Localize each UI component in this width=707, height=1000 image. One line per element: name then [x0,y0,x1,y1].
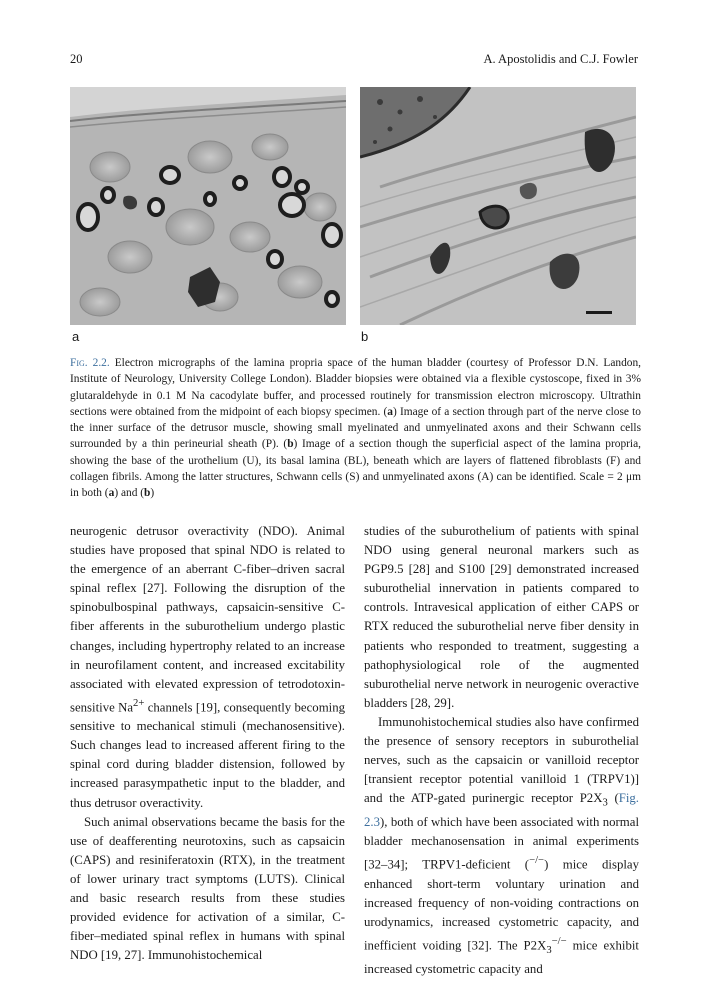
superscript: −/− [529,855,545,867]
micrograph-b-image [360,87,636,325]
caption-text: Electron micrographs of the lamina propria space of the human bladder (courtesy of Professor D.N. Landon, Institute of Neurology, University College London). Bladder biopsies were obtained via a flexible cystoscope, fixed in 3% glutaraldehyde in 0.1 M Na cacodylate buffer, and processed routinely for transmission electron microscopy. Ultrathin sections were obtained from the midpoint of each biopsy specimen. ( [70,357,642,418]
micrograph-a-image [70,87,346,325]
caption-ref-a: a [387,405,393,418]
panel-b-label: b [361,329,369,344]
caption-ref-b: b [144,487,151,500]
caption-ref-b: b [287,438,294,451]
running-head: A. Apostolidis and C.J. Fowler [483,52,638,66]
panel-a-label: a [72,329,80,344]
subscript: 3 [546,944,552,956]
caption-text: ) and ( [114,487,145,500]
figure-label: Fig. 2.2. [70,357,110,369]
paragraph: Such animal observations became the basis for the use of deafferenting neurotoxins, such as capsaicin (CAPS) and resiniferatoxin (RTX), in the treatment of lower urinary tract symptoms (LUTS). Clinical and basic research results from these studies provided evidence for activation of a similar, C-fiber–mediated spinal reflex in humans with spinal NDO [19, 27]. Immunohistochemical [70,814,345,963]
left-column [70,522,345,965]
caption-text: ) Image of a section though the superficial aspect of the lamina propria, showing the base of the urothelium (U), its basal lamina (BL), beneath which are layers of flattened fibroblasts (F) and collagen fibrils. Among the latter structures, Schwann cells (S) and unmyelinated axons (A) can be identified. Scale = 2 μm in both ( [70,438,641,500]
paragraph [364,713,639,979]
caption-text: ) [150,487,155,500]
paragraph-text: neurogenic detrusor overactivity (NDO). Animal studies have proposed that spinal NDO is related to the emergence of an aberrant C-fiber–driven sacral spinal reflex [27]. Following the disruption of the spinobulbospinal pathways, capsaicin-sensitive C-fiber afferents in the suburothelium undergo plastic changes, including hypertrophy related to an increase in neurofilament content, and increased excitability associated with elevated expression of tetrodotoxin-sensitive Na [70,524,345,715]
superscript: −/− [551,935,567,947]
paragraph-text: mice exhibit increased cystometric capacity and [364,938,639,976]
paragraph [70,522,345,813]
figure-reference-link[interactable]: Fig. 2.3 [364,791,639,829]
page-header [70,52,638,70]
caption-text: ) Image of a section through part of the nerve close to the inner surface of the detrusor muscle, showing small myelinated and unmyelinated axons and their Schwann cells surrounded by a thin perineurial sheath (P). ( [70,405,641,451]
subscript: 3 [602,797,608,809]
micrograph-panel-b [360,87,636,325]
right-column [364,522,639,979]
paragraph-text: ) mice display enhanced short-term voluntary urination and increased frequency of non-voiding contractions on urodynamics, increased cystometric capacity, and inefficient voiding [32]. The P2X [364,857,639,953]
paragraph-text: ( [607,791,619,806]
superscript: 2+ [133,697,145,709]
figure-caption [70,355,641,502]
paragraph-text: Immunohistochemical studies also have confirmed the presence of sensory receptors in suburothelial nerves, such as the capsaicin or vanilloid receptor [transient receptor potential vanilloid 1 (TRPV1)] and the ATP-gated purinergic receptor P2X [364,714,639,806]
paragraph: studies of the suburothelium of patients with spinal NDO using general neuronal markers such as PGP9.5 [28] and S100 [29] demonstrated increased suburothelial innervation in patients compared to controls. Intravesical application of either CAPS or RTX reduced the suburothelial nerve fiber density in patients who responded to treatment, suggesting a pathophysiological role of the augmented suburothelial nerve network in neurogenic overactive bladders [28, 29]. [364,524,639,710]
page-number: 20 [70,52,83,66]
paragraph-text: ), both of which have been associated with normal bladder mechanosensation in animal experiments [32–34]; TRPV1-deficient ( [364,814,639,872]
paragraph-text: channels [19], consequently becoming sensitive to mechanical stimuli (mechanosensitive). Such changes lead to increased afferent firing to the spinal cord during bladder distension, followed by increased parasympathetic input to the bladder, and thus detrusor overactivity. [70,700,345,810]
micrograph-panel-a [70,87,346,325]
caption-ref-a: a [108,487,115,500]
